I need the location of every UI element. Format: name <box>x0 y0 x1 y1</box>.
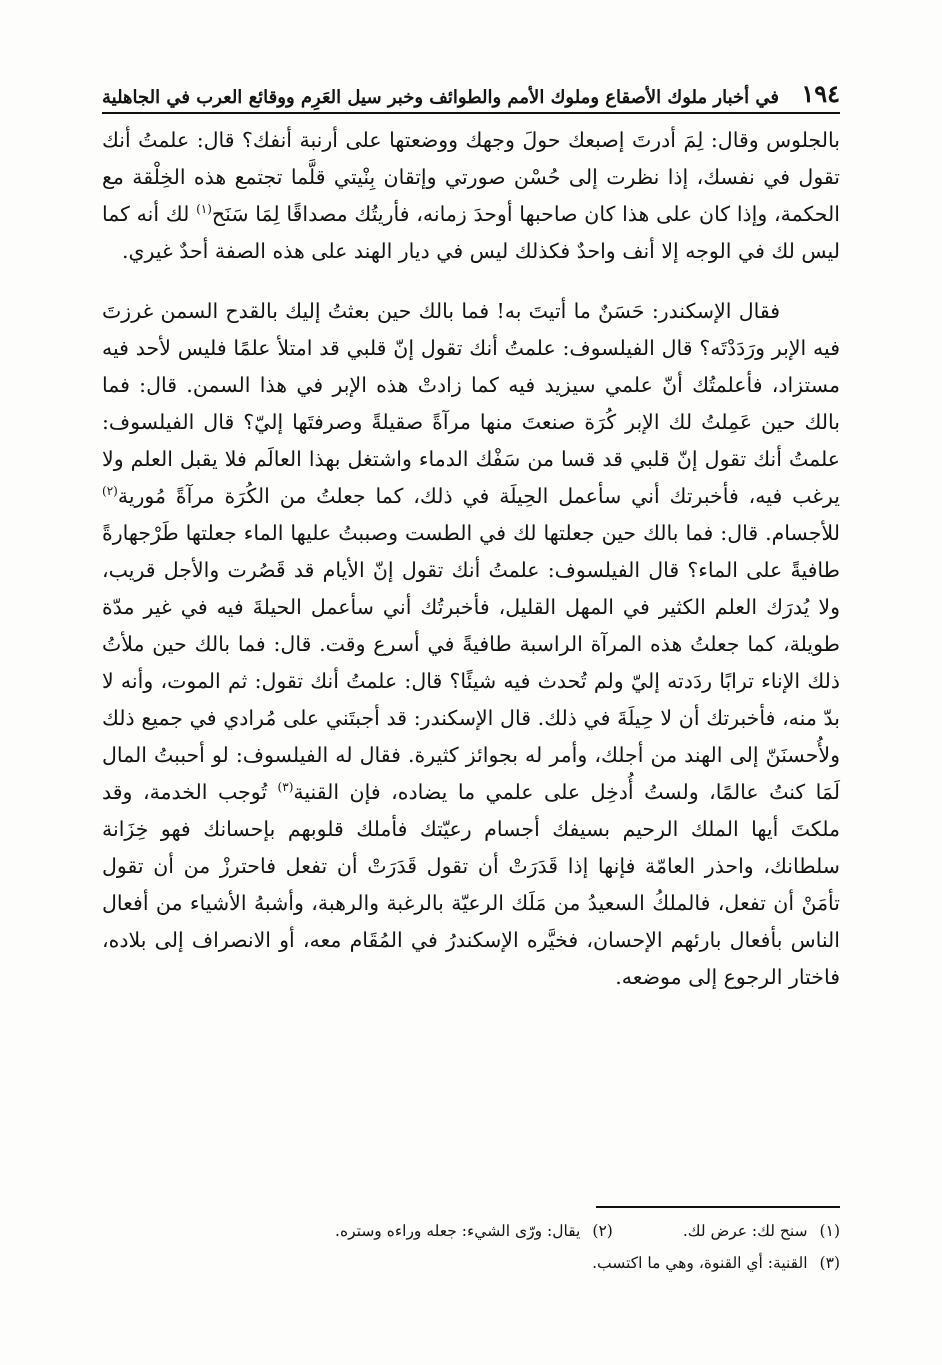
chapter-title: في أخبار ملوك الأصقاع وملوك الأمم والطوائف وخبر سيل العَرِم ووقائع العرب في الجاهلية <box>102 87 780 108</box>
footnotes <box>102 1222 840 1286</box>
footnote-ref[interactable]: (١) <box>196 202 212 217</box>
body-text <box>102 122 840 996</box>
paragraph: فقال الإسكندر: حَسَنٌ ما أتيتَ به! فما بالك حين بعثتُ إليك بالقدح السمن غرزتَ فيه الإبر ورَدَدْتَه؟ قال الفيلسوف: علمتُ أنك تقول إنّ قلبي قد امتلأ علمًا فليس لأحد فيه مستزاد، فأعلمتُك أنّ علمي سيزيد فيه كما زادتْ هذه الإبر في هذا السمن. قال: فما بالك حين عَمِلتُ لك الإبر كُرَة صنعتَ منها مرآةً صقيلةً وصرفتَها إليّ؟ قال الفيلسوف: علمتُ أنك تقول إنّ قلبي قد قسا من سَفْك الدماء واشتغل بهذا العالَم فلا يقبل العلم ولا يرغب فيه، فأخبرتك أني سأعمل الحِيلَة في ذلك، كما جعلتُ من الكُرَة مرآةً مُورية$^{(٢)}$ للأجسام. قال: فما بالك حين جعلتها لك في الطست وصببتُ عليها الماء جعلتها طَرْجهارةً طافيةً على الماء؟ قال الفيلسوف: علمتُ أنك تقول إنّ الأيام قد قَصُرت والأجل قريب، ولا يُدرَك العلم الكثير في المهل القليل، فأخبرتُك أني سأعمل الحيلةَ فيه في غير مدّة طويلة، كما جعلتُ هذه المرآة الراسبة طافيةً في أسرع وقت. قال: فما بالك حين ملأتُ ذلك الإناء ترابًا ردَدته إليّ ولم تُحدث فيه شيئًا؟ قال: علمتُ أنك تقول: ثم الموت، وأنه لا بدّ منه، فأخبرتك أن لا حِيلَةَ في ذلك. قال الإسكندر: قد أجبتَني على مُرادي في جميع ذلك ولأُحسنَنّ إلى الهند من أجلك، وأمر له بجوائز كثيرة. فقال له الفيلسوف: لو أحببتُ المال لَمَا كنتُ عالمًا، ولستُ أُدخِل على علمي ما يضاده، فإن القنية$^{(٣)}$ تُوجب الخدمة، وقد ملكتَ أيها الملك الرحيم بسيفك أجسام رعيّتك فأملك قلوبهم بإحسانك فهو خِزَانة سلطانك، واحذر العامّة فإنها إذا قَدَرَتْ أن تقول قَدَرَتْ أن تفعل فاحترزْ من أن تقول تأمَنْ أن تفعل، فالملكُ السعيدُ من مَلَك الرعيّة بالرغبة والرهبة، وأشبهُ الأشياء من أفعال الناس بأفعال بارئهم الإحسان، فخيَّره الإسكندرُ في المُقَام معه، أو الانصراف إلى بلاده، فاختار الرجوع إلى موضعه. <box>102 299 840 989</box>
footnote-ref[interactable]: (٢) <box>102 484 118 499</box>
footnote: (١)سنح لك: عرض لك. <box>682 1222 840 1240</box>
footnote-divider <box>596 1206 840 1208</box>
footnote: (٣)القنية: أي القنوة، وهي ما اكتسب. <box>592 1254 840 1272</box>
footnote-ref[interactable]: (٣) <box>277 780 294 795</box>
footnote: (٢)يقال: ورّى الشيء: جعله وراءه وستره. <box>335 1222 613 1240</box>
page-number: ١٩٤ <box>801 79 840 108</box>
paragraph: بالجلوس وقال: لِمَ أدرتَ إصبعك حولَ وجهك ووضعتها على أرنبة أنفك؟ قال: علمتُ أنك تقول في نفسك، إذا نظرت إلى حُسْن صورتي وإتقان بِنْيتي قلَّما تجتمع هذه الخِلْقة مع الحكمة، وإذا كان على هذا كان صاحبها أوحدَ زمانه، فأريتُك مصداقًا لِمَا سَنَح$^{(١)}$ لك أنه كما ليس لك في الوجه إلا أنف واحدٌ فكذلك ليس في ديار الهند على هذه الصفة أحدٌ غيري. <box>102 128 840 263</box>
running-header <box>102 68 840 114</box>
